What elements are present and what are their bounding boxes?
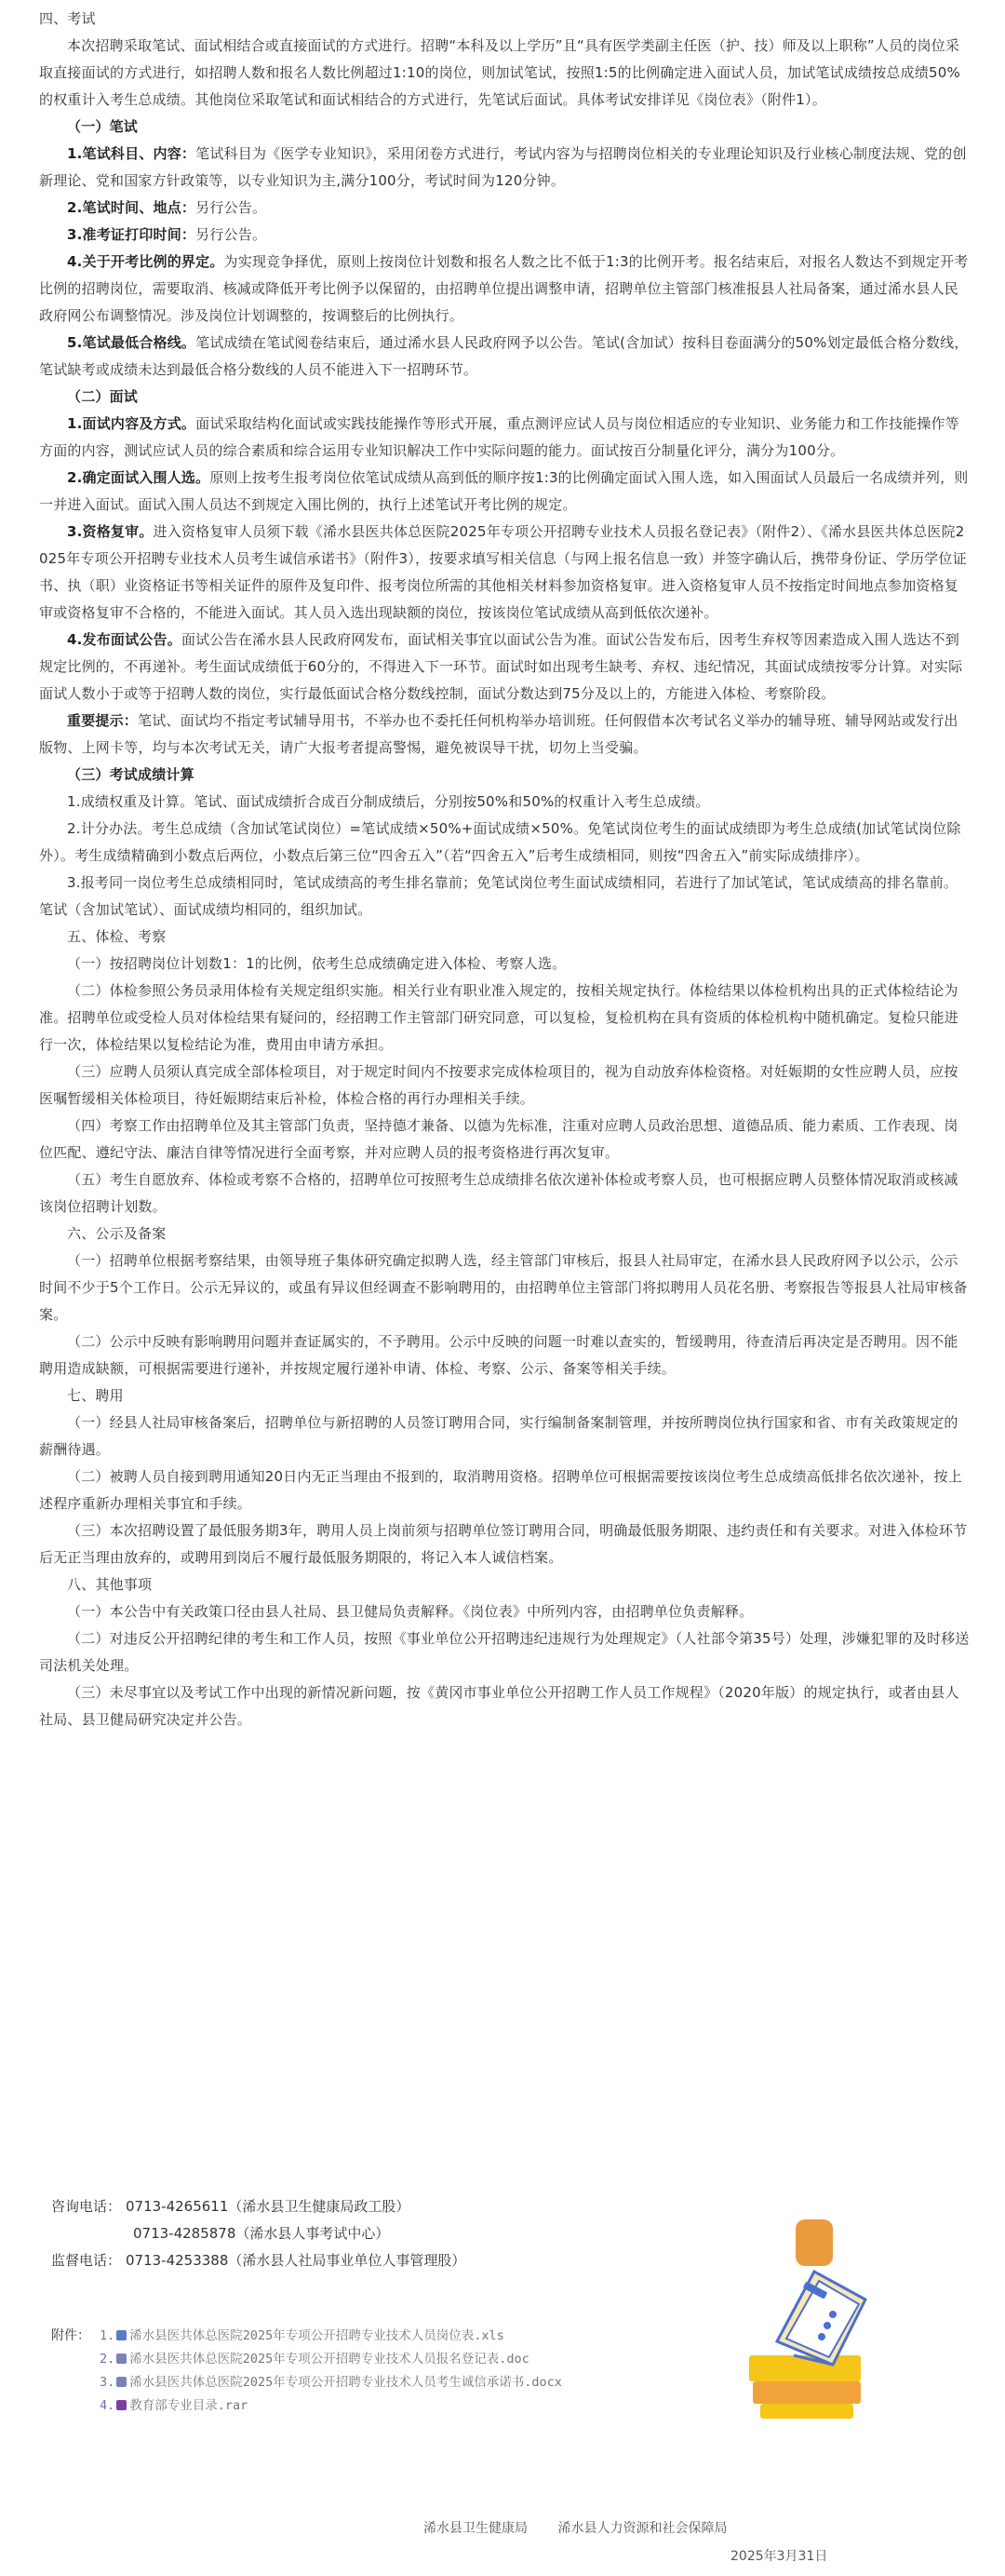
attachment-name: 浠水县医共体总医院2025年专项公开招聘专业技术人员考生诚信承诺书.docx	[129, 2375, 562, 2390]
section-heading: 八、其他事项	[67, 1576, 153, 1593]
attachment-link[interactable]	[100, 2371, 562, 2394]
paragraph: （二）对违反公开招聘纪律的考生和工作人员，按照《事业单位公开招聘违纪违规行为处理规定》（人社部令第35号）处理，涉嫌犯罪的及时移送司法机关处理。	[39, 1630, 970, 1674]
attachment-name: 教育部专业目录.rar	[129, 2398, 248, 2413]
rar-file-icon	[116, 2400, 127, 2410]
paragraph	[39, 195, 970, 222]
books-illustration	[740, 2216, 879, 2439]
attachment-name: 浠水县医共体总医院2025年专项公开招聘专业技术人员岗位表.xls	[129, 2328, 504, 2343]
contact-block	[51, 2193, 465, 2274]
attachment-name: 浠水县医共体总医院2025年专项公开招聘专业技术人员报名登记表.doc	[129, 2352, 529, 2367]
item-title: 2.确定面试入围人选。	[67, 469, 210, 486]
paragraph: （五）考生自愿放弃、体检或考察不合格的，招聘单位可按照考生总成绩排名依次递补体检或考察人员，也可根据应聘人员整体情况取消或核减该岗位招聘计划数。	[39, 1171, 958, 1215]
tip-text: 笔试、面试均不指定考试辅导用书，不举办也不委托任何机构举办培训班。任何假借本次考试名义举办的辅导班、辅导网站或发行出版物、上网卡等，均与本次考试无关，请广大报考者提高警惕，避免被误导干扰，切勿上当受骗。	[39, 712, 958, 756]
section-heading: 四、考试	[39, 10, 96, 27]
supervise-label: 监督电话：	[51, 2252, 122, 2269]
attachments-label: 附件：	[51, 2328, 90, 2343]
paragraph: （三）应聘人员须认真完成全部体检项目，对于规定时间内不按要求完成体检项目的，视为自动放弃体检资格。对妊娠期的女性应聘人员，应按医嘱暂缓相关体检项目，待妊娠期结束后补检，体检合格的再行办理相关手续。	[39, 1063, 958, 1107]
item-text: 原则上按考生报考岗位依笔试成绩从高到低的顺序按1:3的比例确定面试入围人选，如入围面试人员最后一名成绩并列，则一并进入面试。面试入围人员达不到规定入围比例的，执行上述笔试开考比例的规定。	[39, 469, 969, 513]
article-body	[39, 6, 970, 1733]
attachments	[51, 2325, 562, 2418]
doc-file-icon	[116, 2377, 127, 2387]
paragraph	[39, 141, 970, 195]
paragraph: （二）体检参照公务员录用体检有关规定组织实施。相关行业有职业准入规定的，按相关规定执行。体检结果以体检机构出具的正式体检结论为准。招聘单位或受检人员对体检结果有疑问的，经招聘工作主管部门研究同意，可以复检，复检机构在具有资质的体检机构中随机确定。复检只能进行一次，体检结果以复检结论为准，费用由申请方承担。	[39, 982, 959, 1053]
supervise-phone-row	[51, 2247, 465, 2274]
item-text: 另行公告。	[195, 226, 267, 243]
attachment-number: 3.	[100, 2375, 115, 2390]
item-text: 为实现竞争择优，原则上按岗位计划数和报名人数之比不低于1:3的比例开考。报名结束后，对报名人数达不到规定开考比例的招聘岗位，需要取消、核减或降低开考比例予以保留的，由招聘单位提出调整申请，招聘单位主管部门核准报县人社局备案，通过浠水县人民政府网公布调整情况。涉及岗位计划调整的，按调整后的比例执行。	[39, 253, 969, 324]
signature-org: 浠水县卫生健康局	[423, 2521, 528, 2536]
paragraph: （二）公示中反映有影响聘用问题并查证属实的，不予聘用。公示中反映的问题一时难以查实的，暂缓聘用，待查清后再决定是否聘用。因不能聘用造成缺额，可根据需要进行递补，并按规定履行递补申请、体检、考察、公示、备案等相关手续。	[39, 1333, 958, 1377]
paragraph	[39, 249, 970, 330]
item-title: 5.笔试最低合格线。	[67, 334, 196, 351]
paragraph: （一）经县人社局审核备案后，招聘单位与新招聘的人员签订聘用合同，实行编制备案制管理，并按所聘岗位执行国家和省、市有关政策规定的薪酬待遇。	[39, 1414, 958, 1458]
paragraph: （三）本次招聘设置了最低服务期3年，聘用人员上岗前须与招聘单位签订聘用合同，明确最低服务期限、违约责任和有关要求。对进入体检环节后无正当理由放弃的，或聘用到岗后不履行最低服务期限的，将记入本人诚信档案。	[39, 1522, 968, 1566]
item-text: 面试采取结构化面试或实践技能操作等形式开展，重点测评应试人员与岗位相适应的专业知识、业务能力和工作技能操作等方面的内容，测试应试人员的综合素质和综合运用专业知识解决工作中实际问题的能力。面试按百分制量化评分，满分为100分。	[39, 415, 959, 459]
paragraph: 1.成绩权重及计算。笔试、面试成绩折合成百分制成绩后，分别按50%和50%的权重计入考生总成绩。	[67, 793, 710, 810]
signature-orgs	[423, 2518, 753, 2537]
attachment-link[interactable]	[100, 2325, 562, 2348]
attachment-number: 2.	[100, 2352, 115, 2367]
paragraph	[39, 708, 970, 762]
paragraph: 3.报考同一岗位考生总成绩相同时，笔试成绩高的考生排名靠前；免笔试岗位考生面试成绩相同，若进行了加试笔试，笔试成绩高的排名靠前。笔试（含加试笔试）、面试成绩均相同的，组织加试。	[39, 874, 958, 918]
paragraph: （一）招聘单位根据考察结果，由领导班子集体研究确定拟聘人选，经主管部门审核后，报县人社局审定，在浠水县人民政府网予以公示，公示时间不少于5个工作日。公示无异议的，或虽有异议但经调查不影响聘用的，由招聘单位主管部门将拟聘用人员花名册、考察报告等报县人社局审核备案。	[39, 1252, 968, 1323]
consult-phone-row	[51, 2193, 465, 2220]
signature-org: 浠水县人力资源和社会保障局	[557, 2521, 728, 2536]
item-title: 1.笔试科目、内容：	[67, 145, 196, 162]
attachment-link[interactable]	[100, 2348, 562, 2371]
section-heading: 七、聘用	[67, 1387, 124, 1404]
phone-number: 0713-4285878（浠水县人事考试中心）	[133, 2225, 390, 2242]
signature-date: 2025年3月31日	[730, 2549, 828, 2564]
item-text: 另行公告。	[195, 199, 267, 216]
item-title: 4.关于开考比例的界定。	[67, 253, 224, 270]
paragraph: （二）被聘人员自接到聘用通知20日内无正当理由不报到的，取消聘用资格。招聘单位可根据需要按该岗位考生总成绩高低排名依次递补，按上述程序重新办理相关事宜和手续。	[39, 1468, 962, 1512]
item-title: 3.准考证打印时间：	[67, 226, 196, 243]
paragraph: （一）本公告中有关政策口径由县人社局、县卫健局负责解释。《岗位表》中所列内容，由招聘单位负责解释。	[67, 1603, 754, 1620]
paragraph	[39, 330, 970, 384]
phone-number: 0713-4265611（浠水县卫生健康局政工股）	[126, 2198, 410, 2215]
attachment-number: 1.	[100, 2328, 115, 2343]
item-text: 面试公告在浠水县人民政府网发布，面试相关事宜以面试公告为准。面试公告发布后，因考生弃权等因素造成入围人选达不到规定比例的，不再递补。考生面试成绩低于60分的，不得进入下一环节。面试时如出现考生缺考、弃权、违纪情况，其面试成绩按零分计算。对实际面试人数小于或等于招聘人数的岗位，实行最低面试合格分数线控制，面试分数达到75分及以上的，方能进入体检、考察阶段。	[39, 631, 963, 702]
phone-number: 0713-4253388（浠水县人社局事业单位人事管理股）	[126, 2252, 466, 2269]
attachment-link[interactable]	[100, 2394, 562, 2418]
paragraph	[39, 222, 970, 249]
paragraph: （四）考察工作由招聘单位及其主管部门负责，坚持德才兼备、以德为先标准，注重对应聘人员政治思想、道德品质、能力素质、工作表现、岗位匹配、遵纪守法、廉洁自律等情况进行全面考察，并对应聘人员的报考资格进行再次复审。	[39, 1117, 958, 1161]
item-text: 进入资格复审人员须下载《浠水县医共体总医院2025年专项公开招聘专业技术人员报名登记表》（附件2）、《浠水县医共体总医院2025年专项公开招聘专业技术人员考生诚信承诺书》（附件3），按要求填写相关信息（与网上报名信息一致）并签字确认后，携带身份证、学历学位证书、执（职）业资格证书等相关证件的原件及复印件、报考岗位所需的其他相关材料参加资格复审。进入资格复审人员不按指定时间地点参加资格复审或资格复审不合格的，不能进入面试。其人员入选出现缺额的岗位，按该岗位笔试成绩从高到低依次递补。	[39, 523, 967, 621]
item-text: 笔试成绩在笔试阅卷结束后，通过浠水县人民政府网予以公告。笔试(含加试）按科目卷面满分的50%划定最低合格分数线，笔试缺考或成绩未达到最低合格分数线的人员不能进入下一招聘环节。	[39, 334, 969, 378]
paragraph	[39, 519, 970, 627]
attachment-number: 4.	[100, 2398, 115, 2413]
paragraph: 本次招聘采取笔试、面试相结合或直接面试的方式进行。招聘“本科及以上学历”且“具有医学类副主任医（护、技）师及以上职称”人员的岗位采取直接面试的方式进行，如招聘人数和报名人数比例超过1:10的岗位，则加试笔试，按照1:5的比例确定进入面试人员，加试笔试成绩按总成绩50%的权重计入考生总成绩。其他岗位采取笔试和面试相结合的方式进行，先笔试后面试。具体考试安排详见《岗位表》（附件1）。	[39, 37, 960, 108]
item-title: 2.笔试时间、地点：	[67, 199, 196, 216]
item-title: 4.发布面试公告。	[67, 631, 181, 648]
consult-label: 咨询电话：	[51, 2198, 122, 2215]
paragraph: （一）按招聘岗位计划数1：1的比例，依考生总成绩确定进入体检、考察人选。	[67, 955, 567, 972]
paragraph	[39, 627, 970, 708]
paragraph	[39, 465, 970, 519]
tip-title: 重要提示：	[67, 712, 139, 729]
item-text: 笔试科目为《医学专业知识》，采用闭卷方式进行，考试内容为与招聘岗位相关的专业理论知识及行业核心制度法规、党的创新理论、党和国家方针政策等，以专业知识为主,满分100分，考试时间为120分钟。	[39, 145, 967, 189]
consult-phone-row	[51, 2220, 465, 2247]
book-stack-icon	[749, 2219, 865, 2419]
item-title: 3.资格复审。	[67, 523, 154, 540]
subheading: （三）考试成绩计算	[67, 766, 194, 783]
subheading: （一）笔试	[67, 118, 139, 135]
paragraph: （三）未尽事宜以及考试工作中出现的新情况新问题，按《黄冈市事业单位公开招聘工作人员工作规程》（2020年版）的规定执行，或者由县人社局、县卫健局研究决定并公告。	[39, 1684, 959, 1728]
section-heading: 五、体检、考察	[67, 928, 167, 945]
attachment-list	[100, 2325, 562, 2418]
subheading: （二）面试	[67, 388, 139, 405]
doc-file-icon	[116, 2353, 127, 2364]
xls-file-icon	[116, 2330, 127, 2340]
paragraph: 2.计分办法。考生总成绩（含加试笔试岗位）=笔试成绩×50%+面试成绩×50%。免笔试岗位考生的面试成绩即为考生总成绩(加试笔试岗位除外）。考生成绩精确到小数点后两位，小数点后第三位“四舍五入”（若“四舍五入”后考生成绩相同，则按“四舍五入”前实际成绩排序）。	[39, 820, 961, 864]
section-heading: 六、公示及备案	[67, 1225, 167, 1242]
paragraph	[39, 411, 970, 465]
item-title: 1.面试内容及方式。	[67, 415, 196, 432]
